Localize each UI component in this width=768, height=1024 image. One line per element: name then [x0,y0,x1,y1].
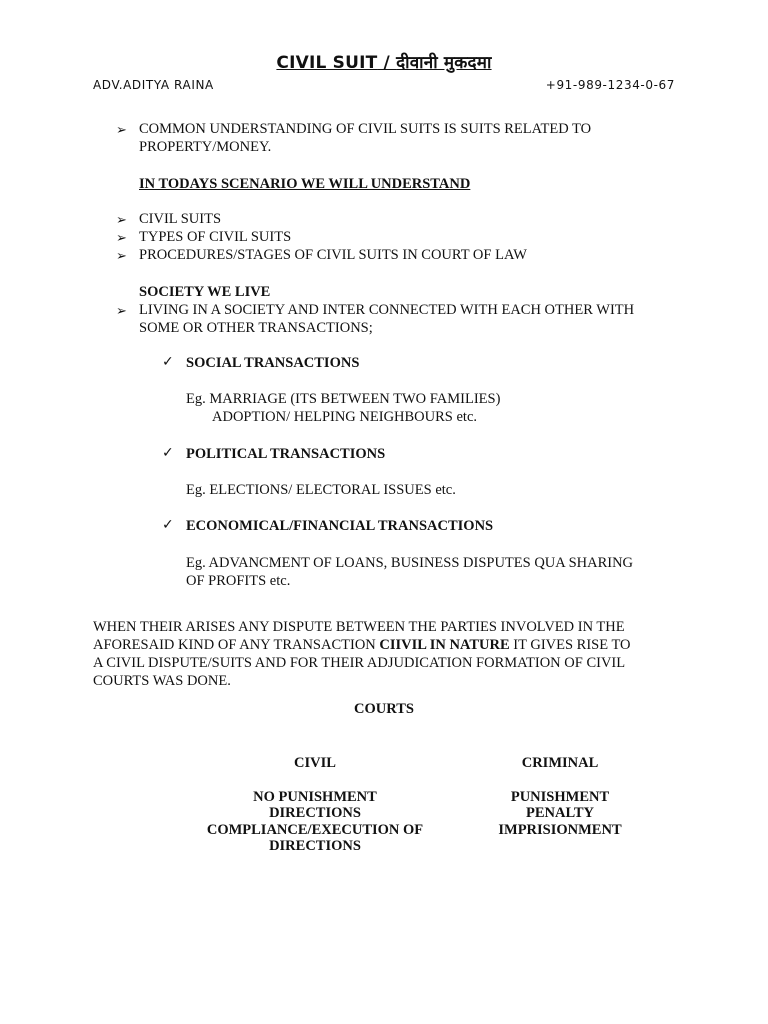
document-title [0,50,768,73]
civil-point: COMPLIANCE/EXECUTION OF [206,822,424,838]
society-line-1: LIVING IN A SOCIETY AND INTER CONNECTED WITH EACH OTHER WITH [139,302,635,318]
title-hindi: दीवानी मुकदमा [396,53,492,73]
topic-item: PROCEDURES/STAGES OF CIVIL SUITS IN COURT OF LAW [139,247,527,263]
dispute-line-2-start: AFORESAID KIND OF ANY TRANSACTION [93,637,380,653]
economic-example-2: OF PROFITS etc. [186,573,291,589]
checkmark-icon: ✓ [162,445,174,461]
author-name: ADV.ADITYA RAINA [93,78,214,92]
political-transactions-label: POLITICAL TRANSACTIONS [186,446,386,462]
checkmark-icon: ✓ [162,354,174,370]
criminal-point: IMPRISIONMENT [498,822,622,838]
intro-line-1: COMMON UNDERSTANDING OF CIVIL SUITS IS SUITS RELATED TO [139,121,592,137]
economic-example-1: Eg. ADVANCMENT OF LOANS, BUSINESS DISPUTES QUA SHARING [186,555,634,571]
civil-point: NO PUNISHMENT [253,789,377,805]
arrow-bullet-icon: ➢ [116,248,127,263]
topic-item: TYPES OF CIVIL SUITS [139,229,292,245]
society-line-2: SOME OR OTHER TRANSACTIONS; [139,320,373,336]
dispute-emphasis: CIIVIL IN NATURE [379,637,510,653]
courts-heading: COURTS [354,701,414,717]
arrow-bullet-icon: ➢ [116,303,127,318]
dispute-line-3: A CIVIL DISPUTE/SUITS AND FOR THEIR ADJUDICATION FORMATION OF CIVIL [93,655,626,671]
social-example-2: ADOPTION/ HELPING NEIGHBOURS etc. [212,409,478,425]
dispute-line-2 [93,636,631,655]
civil-point: DIRECTIONS [269,838,361,854]
criminal-point: PUNISHMENT [510,789,610,805]
scenario-heading: IN TODAYS SCENARIO WE WILL UNDERSTAND [139,176,471,192]
civil-column-label: CIVIL [294,755,336,771]
title-english: CIVIL SUIT [276,53,378,73]
political-example-1: Eg. ELECTIONS/ ELECTORAL ISSUES etc. [186,482,456,498]
social-transactions-label: SOCIAL TRANSACTIONS [186,355,360,371]
arrow-bullet-icon: ➢ [116,230,127,245]
author-phone: +91-989-1234-0-67 [545,78,675,92]
topic-item: CIVIL SUITS [139,211,222,227]
arrow-bullet-icon: ➢ [116,122,127,137]
economic-transactions-label: ECONOMICAL/FINANCIAL TRANSACTIONS [186,518,494,534]
society-heading: SOCIETY WE LIVE [139,284,271,300]
checkmark-icon: ✓ [162,517,174,533]
title-separator: / [377,53,397,73]
dispute-line-2-end: IT GIVES RISE TO [509,637,631,653]
criminal-column-label: CRIMINAL [521,755,599,771]
social-example-1: Eg. MARRIAGE (ITS BETWEEN TWO FAMILIES) [186,391,501,407]
arrow-bullet-icon: ➢ [116,212,127,227]
dispute-line-4: COURTS WAS DONE. [93,673,231,689]
intro-line-2: PROPERTY/MONEY. [139,139,272,155]
dispute-line-1: WHEN THEIR ARISES ANY DISPUTE BETWEEN THE PARTIES INVOLVED IN THE [93,619,625,635]
criminal-point: PENALTY [526,805,594,821]
civil-point: DIRECTIONS [269,805,361,821]
